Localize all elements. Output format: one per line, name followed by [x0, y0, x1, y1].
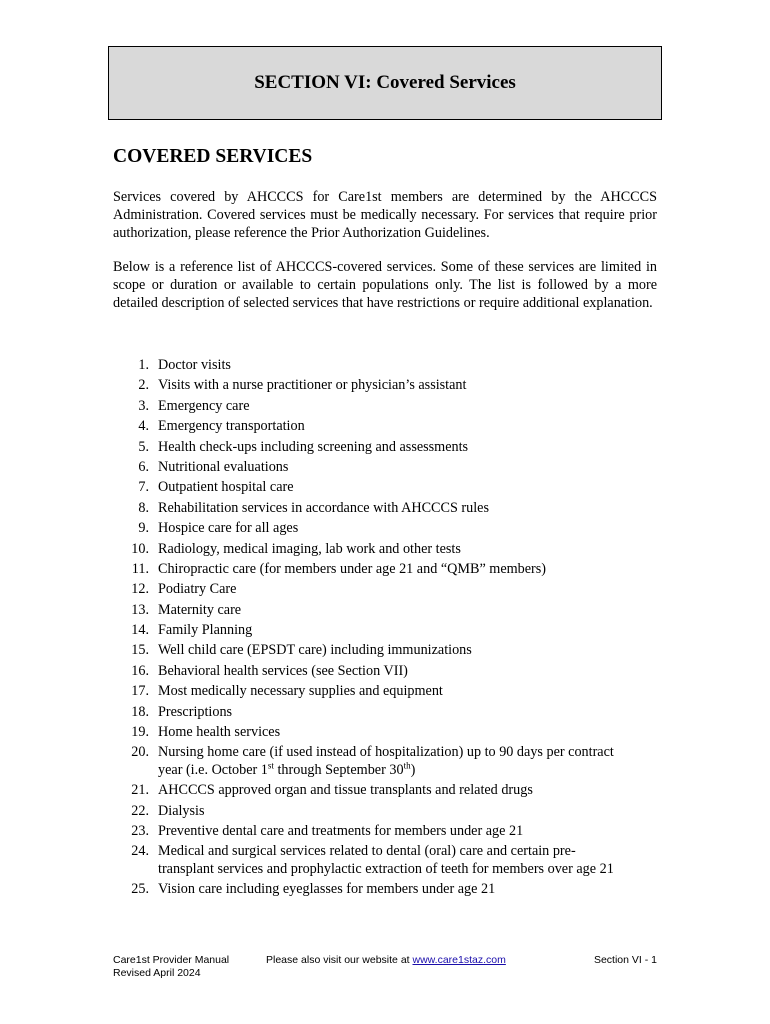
list-item — [113, 356, 673, 374]
website-link[interactable]: www.care1staz.com — [412, 954, 506, 966]
footer-website-note — [266, 954, 506, 967]
list-text: Radiology, medical imaging, lab work and other tests — [158, 540, 461, 557]
list-text: Most medically necessary supplies and equipment — [158, 683, 443, 700]
list-text: Emergency care — [158, 397, 250, 414]
ordinal-suffix: th — [403, 760, 411, 771]
list-item — [113, 662, 673, 680]
list-item — [113, 682, 673, 700]
list-text: Visits with a nurse practitioner or physician’s assistant — [158, 377, 467, 394]
list-text: Podiatry Care — [158, 581, 237, 598]
list-text: Behavioral health services (see Section VII) — [158, 662, 408, 679]
list-item — [113, 376, 673, 394]
footer-revised-date: Revised April 2024 — [113, 967, 201, 979]
footer-visit-text: Please also visit our website at — [266, 954, 413, 966]
list-item — [113, 601, 673, 619]
list-number: 9. — [138, 520, 149, 537]
section-title: SECTION VI: Covered Services — [254, 72, 516, 93]
date-text-middle: through September 30 — [273, 762, 404, 779]
list-number: 13. — [131, 601, 149, 618]
list-text: Doctor visits — [158, 357, 231, 373]
list-number: 6. — [138, 458, 149, 475]
list-item — [113, 641, 673, 659]
list-number: 8. — [138, 499, 149, 516]
list-item — [113, 580, 673, 598]
list-text: Emergency transportation — [158, 418, 305, 435]
list-item — [113, 723, 673, 741]
list-item — [113, 822, 673, 840]
list-item — [113, 560, 673, 578]
list-text: Health check-ups including screening and assessments — [158, 438, 469, 455]
list-item — [113, 743, 673, 779]
list-item — [113, 540, 673, 558]
list-number: 18. — [131, 703, 149, 720]
list-text: Hospice care for all ages — [158, 520, 299, 537]
list-number: 3. — [138, 397, 149, 414]
list-number: 11. — [131, 560, 149, 577]
list-number: 22. — [131, 802, 149, 819]
list-text: Dialysis — [158, 802, 205, 819]
ordinal-suffix: st — [267, 760, 274, 771]
date-text-start: year (i.e. October 1 — [158, 762, 268, 779]
list-number: 25. — [131, 881, 149, 898]
list-item — [113, 417, 673, 435]
list-number: 12. — [131, 581, 149, 598]
list-item — [113, 478, 673, 496]
reference-paragraph: Below is a reference list of AHCCCS-covered services. Some of these services are limited in scope or duration or available to certain populations only. The list is followed by a more detailed description of selected services that have restrictions or require additional explanation. — [113, 259, 657, 311]
list-number: 19. — [131, 724, 149, 741]
list-text: Nutritional evaluations — [158, 458, 289, 475]
list-text-continued — [158, 762, 415, 778]
list-number: 4. — [138, 418, 149, 435]
list-item — [113, 802, 673, 820]
list-item — [113, 458, 673, 476]
list-number: 21. — [131, 782, 149, 799]
list-text: Well child care (EPSDT care) including immunizations — [158, 642, 472, 659]
date-text-end: ) — [410, 762, 416, 779]
list-text: Prescriptions — [158, 703, 233, 720]
list-number: 23. — [131, 823, 149, 839]
list-number: 17. — [131, 683, 149, 700]
list-item — [113, 880, 673, 898]
list-number: 2. — [138, 377, 149, 394]
list-item — [113, 842, 673, 878]
list-text: Rehabilitation services in accordance with AHCCCS rules — [158, 499, 489, 516]
list-number: 16. — [131, 662, 149, 679]
list-text: Family Planning — [158, 622, 253, 639]
section-banner — [108, 46, 662, 120]
list-number: 14. — [131, 622, 149, 639]
list-text: Nursing home care (if used instead of hospitalization) up to 90 days per contract — [158, 744, 614, 761]
covered-services-heading: COVERED SERVICES — [113, 146, 313, 167]
list-number: 1. — [138, 357, 149, 373]
list-item — [113, 621, 673, 639]
footer-page-number: Section VI - 1 — [593, 954, 657, 966]
list-number: 20. — [131, 744, 149, 761]
list-number: 10. — [131, 540, 149, 557]
list-text: Maternity care — [158, 601, 242, 618]
list-text: Home health services — [158, 724, 281, 741]
intro-paragraph: Services covered by AHCCCS for Care1st members are determined by the AHCCCS Administration. Covered services must be medically necessary. For services that require prior authorization, please reference the Prior Authorization Guidelines. — [113, 189, 657, 241]
list-text-continued: transplant services and prophylactic extraction of teeth for members over age 21 — [158, 861, 614, 878]
list-text: Preventive dental care and treatments for members under age 21 — [158, 823, 524, 839]
list-number: 5. — [138, 438, 149, 455]
list-item — [113, 781, 673, 799]
services-list — [113, 356, 673, 901]
list-number: 15. — [131, 642, 149, 659]
list-text: Chiropractic care (for members under age 21 and “QMB” members) — [158, 560, 547, 577]
footer-manual-name: Care1st Provider Manual — [113, 954, 230, 966]
list-item — [113, 499, 673, 517]
list-text: Medical and surgical services related to dental (oral) care and certain pre- — [158, 843, 576, 860]
footer-manual-info — [113, 954, 229, 980]
list-text: Outpatient hospital care — [158, 479, 294, 496]
list-number: 24. — [131, 843, 149, 860]
list-item — [113, 438, 673, 456]
list-text: AHCCCS approved organ and tissue transplants and related drugs — [158, 782, 533, 799]
list-number: 7. — [138, 479, 149, 496]
list-item — [113, 703, 673, 721]
list-text: Vision care including eyeglasses for members under age 21 — [158, 881, 496, 898]
list-item — [113, 397, 673, 415]
list-item — [113, 519, 673, 537]
